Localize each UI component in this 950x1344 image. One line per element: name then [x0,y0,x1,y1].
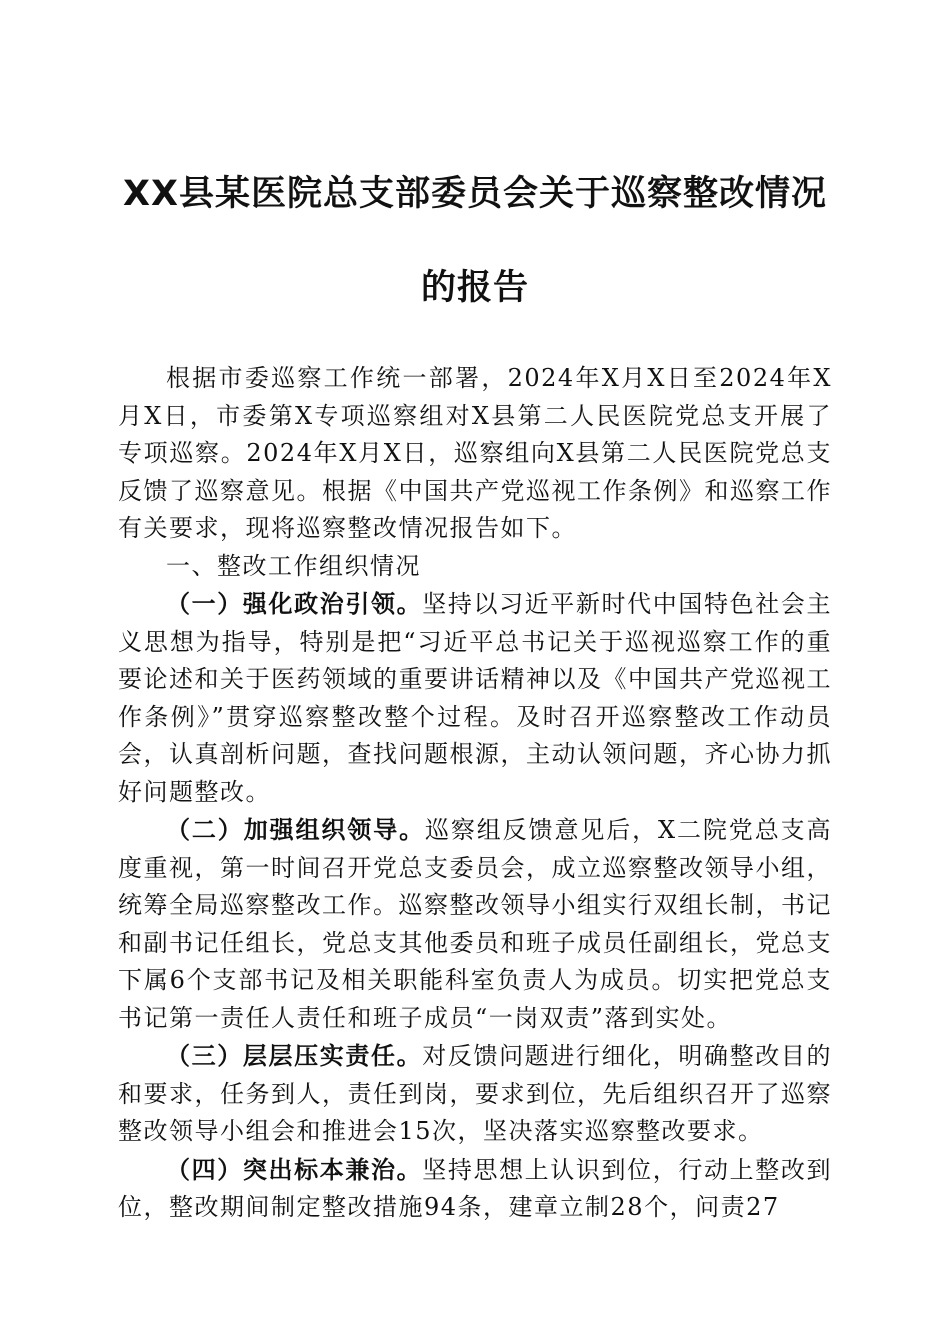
item-text: 坚持思想上认识到位，行动上整改到位，整改期间制定整改措施94条，建章立制28个，问责27 [118,1155,833,1221]
document-title-line1: XX县某医院总支部委员会关于巡察整改情况 [123,174,827,214]
paragraph-item-1 [118,585,832,811]
item-lead: （三）层层压实责任。 [166,1041,423,1070]
document-title-line2: 的报告 [420,268,529,308]
item-lead: （四）突出标本兼治。 [166,1154,423,1184]
item-text: 对反馈问题进行细化，明确整改目的和要求，任务到人，责任到岗，要求到位，先后组织召开了巡察整改领导小组会和推进会15次，坚决落实巡察整改要求。 [118,1042,833,1145]
item-lead: （一）强化政治引领。 [166,589,423,618]
paragraph-item-3 [118,1037,832,1151]
item-lead: （二）加强组织领导。 [166,815,425,844]
item-text: 坚持以习近平新时代中国特色社会主义思想为指导，特别是把“习近平总书记关于巡视巡察工作的重要论述和关于医药领域的重要讲话精神以及《中国共产党巡视工作条例》”贯穿巡察整改整个过程。及时召开巡察整改工作动员会，认真剖析问题，查找问题根源，主动认领问题，齐心协力抓好问题整改。 [118,590,833,806]
paragraph-item-4 [118,1151,832,1227]
item-text: 巡察组反馈意见后，X二院党总支高度重视，第一时间召开党总支委员会，成立巡察整改领导小组，统筹全局巡察整改工作。巡察整改领导小组实行双组长制，书记和副书记任组长，党总支其他委员和班子成员任副组长，党总支下属6个支部书记及相关职能科室负责人为成员。切实把党总支书记第一责任人责任和班子成员“一岗双责”落到实处。 [118,816,832,1032]
document-body [118,360,832,1227]
intro-paragraph: 根据市委巡察工作统一部署，2024年X月X日至2024年X月X日，市委第X专项巡察组对X县第二人民医院党总支开展了专项巡察。2024年X月X日，巡察组向X县第二人民医院党总支反馈了巡察意见。根据《中国共产党巡视工作条例》和巡察工作有关要求，现将巡察整改情况报告如下。 [118,364,832,542]
section-heading: 一、整改工作组织情况 [166,551,421,580]
paragraph-item-2 [118,811,832,1037]
